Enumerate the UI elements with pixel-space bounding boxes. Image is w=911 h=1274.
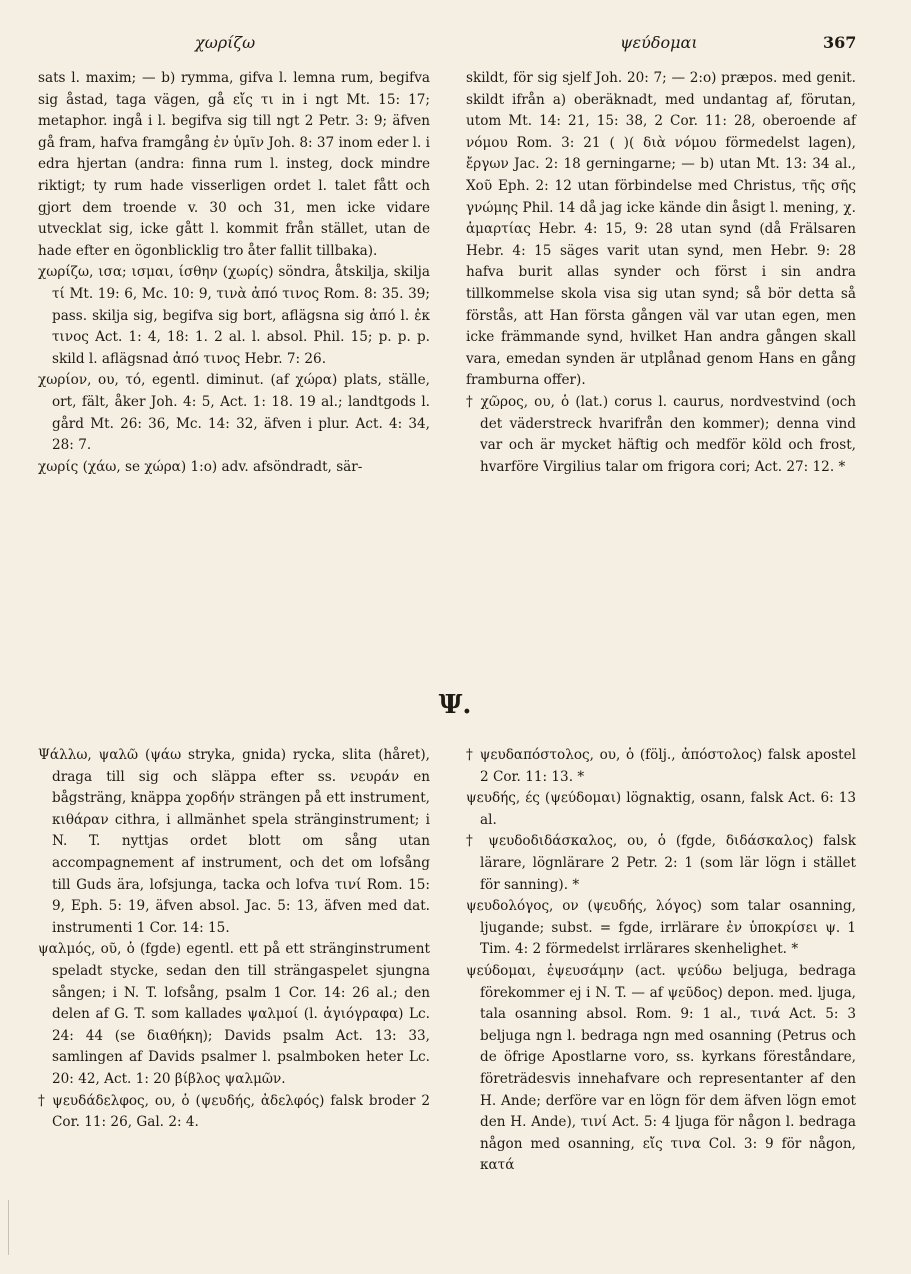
page-number: 367 [823,33,857,52]
entry-pseudadelphos: † ψευδάδελφος, ου, ὁ (ψευδής, ἀδελφός) falsk broder 2 Cor. 11: 26, Gal. 2: 4. [38,1092,430,1131]
running-header [0,33,911,55]
entry-psallo: Ψάλλω, ψαλῶ (ψάω stryka, gnida) rycka, slita (håret), draga till sig och släppa efter ss. νευράν en bågsträng, knäppa χορδήν strängen på ett instrument, κιθάραν cithra, i allmänhet spela stränginstrument; i N. T. nyttjas ordet blott om sång utan accompagnement af instrument, och det om lofsång till Guds ära, lofsjunga, tacka och lofva τινί Rom. 15: 9, Eph. 5: 19, äfven absol. Jac. 5: 13, äfven med dat. instrumenti 1 Cor. 14: 15. [38,747,430,936]
entry-pseudomai: ψεύδομαι, ἐψευσάμην (act. ψεύδω beljuga, bedraga förekommer ej i N. T. — af ψεῦδος) depon. med. ljuga, tala osanning absol. Rom. 9: 1 al., τινά Act. 5: 3 beljuga ngn l. bedraga ngn med osanning (Petrus och de öfrige Apostlarne voro, ss. kyrkans föreståndare, företrädesvis innehafvare och representanter af den H. Ande; derföre var en lögn för dem äfven lögn emot den H. Ande), τινί Act. 5: 4 ljuga för någon l. bedraga någon med osanning, εἴς τινα Col. 3: 9 för någon, κατά [466,962,856,1174]
header-left-word: χωρίζω [195,33,256,52]
header-center-word: ψεύδομαι [620,33,698,52]
entry-pseudologos: ψευδολόγος, ον (ψευδής, λόγος) som talar osanning, ljugande; subst. = fgde, irrlärare ἐν ὑποκρίσει ψ. 1 Tim. 4: 2 förmedelst irrlärares skenhelighet. * [466,898,856,958]
column-bottom-right [466,745,856,1177]
column-top-right [466,68,856,478]
entry-psalmos: ψαλμός, οῦ, ὁ (fgde) egentl. ett på ett stränginstrument speladt stycke, sedan den till strängaspelet sjungna sången; i N. T. lofsång, psalm 1 Cor. 14: 26 al.; den delen af G. T. som kallades ψαλμοί (l. ἁγιόγραφα) Lc. 24: 44 (se διαθήκη); Davids psalm Act. 13: 33, samlingen af Davids psalmer l. psalmboken heter Lc. 20: 42, Act. 1: 20 βίβλος ψαλμῶν. [38,941,430,1087]
entry-choris-continued: skildt, för sig sjelf Joh. 20: 7; — 2:o) præpos. med genit. skildt ifrån a) oberäknadt, med undantag af, förutan, utom Mt. 14: 21, 15: 38, 2 Cor. 11: 28, oberoende af νόμου Rom. 3: 21 ( )( διὰ νόμου förmedelst lagen), ἔργων Jac. 2: 18 gerningarne; — b) utan Mt. 13: 34 al., Χοῦ Eph. 2: 12 utan förbindelse med Christus, τῆς σῆς γνώμης Phil. 14 då jag icke kände din åsigt l. mening, χ. ἁμαρτίας Hebr. 4: 15, 9: 28 utan synd (då Frälsaren Hebr. 4: 15 säges varit utan synd, men Hebr. 9: 28 hafva burit allas synder och först i sin andra tillkommelse skola visa sig utan synd; så bör detta så förstås, att Han första gången väl var utan egen, men icke främmande synd, hvilket Han andra gången skall vara, emedan synden är utplånad genom Hans en gång framburna offer). [466,70,856,389]
entry-continuation: sats l. maxim; — b) rymma, gifva l. lemna rum, begifva sig åstad, taga vägen, gå εἴς τι in i ngt Mt. 15: 17; metaphor. ingå i l. begifva sig till ngt 2 Petr. 3: 9; äfven gå fram, hafva framgång ἐν ὑμῖν Joh. 8: 37 inom eder l. i edra hjertan (andra: finna rum l. insteg, dock mindre riktigt; ty rum hade visserligen ordet l. talet fått och gjort dem troende v. 30 och 31, men icke vidare utvecklat sig, icke gått l. kommit från stället, utan de hade efter en ögonblicklig tro åter fallit tillbaka). [38,70,430,259]
entry-choris: χωρίς (χάω, se χώρα) 1:o) adv. afsöndradt, sär- [38,458,363,475]
entry-choros: † χῶρος, ου, ὁ (lat.) corus l. caurus, nordvestvind (och det väderstreck hvarifrån den kommer); denna vind var och är mycket häftig och medför köld och frost, hvarföre Virgilius talar om frigora cori; Act. 27: 12. * [466,393,856,475]
entry-chorion: χωρίον, ου, τό, egentl. diminut. (af χώρα) plats, ställe, ort, fält, åker Joh. 4: 5, Act. 1: 18. 19 al.; landtgods l. gård Mt. 26: 36, Mc. 14: 32, äfven i plur. Act. 4: 34, 28: 7. [38,372,430,454]
entry-pseudes: ψευδής, ές (ψεύδομαι) lögnaktig, osann, falsk Act. 6: 13 al. [466,790,856,828]
column-bottom-left [38,745,430,1134]
entry-pseudapostolos: † ψευδαπόστολος, ου, ὁ (följ., ἀπόστολος) falsk apostel 2 Cor. 11: 13. * [466,747,856,785]
entry-chorizo: χωρίζω, ισα; ισμαι, ίσθην (χωρίς) söndra, åtskilja, skilja τί Mt. 19: 6, Mc. 10: 9, τινὰ ἀπό τινος Rom. 8: 35. 39; pass. skilja sig, begifva sig bort, aflägsna sig ἀπό l. ἐκ τινος Act. 1: 4, 18: 1. 2 al. l. absol. Phil. 15; p. p. p. skild l. aflägsnad ἀπό τινος Hebr. 7: 26. [38,264,430,367]
section-letter-psi: Ψ. [438,690,472,720]
margin-mark [8,1200,9,1255]
entry-pseudodidaskalos: † ψευδοδιδάσκαλος, ου, ὁ (fgde, διδάσκαλος) falsk lärare, lögnlärare 2 Petr. 2: 1 (som lär lögn i stället för sanning). * [466,833,856,893]
column-top-left [38,68,430,478]
